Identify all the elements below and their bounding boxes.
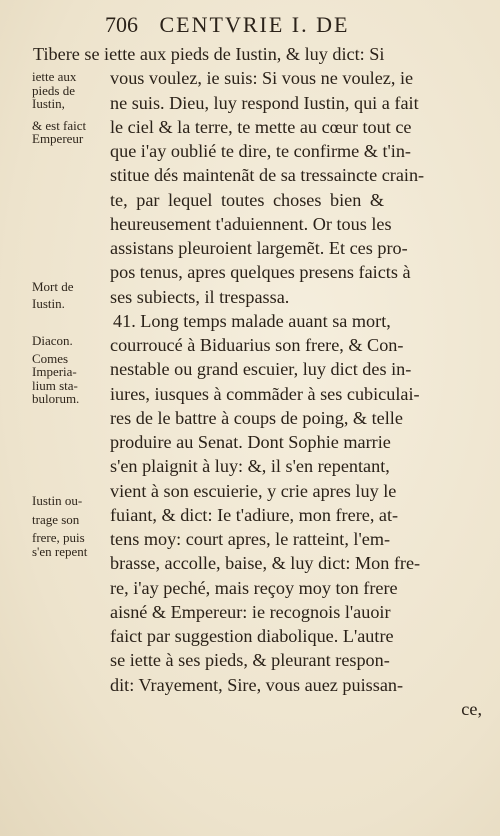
- text-line: produire au Senat. Dont Sophie marrie: [110, 432, 391, 452]
- text-line: pos tenus, apres quelques presens faicts à: [110, 262, 411, 283]
- text-line: s'en plaignit à luy: &, il s'en repentant,: [110, 456, 390, 477]
- text-line: res de le battre à coups de poing, & telle: [110, 407, 403, 428]
- page-number: 706: [105, 12, 138, 37]
- text-line: assistans pleuroient largemẽt. Et ces pro-: [110, 238, 408, 258]
- text-line: tens moy: court apres, le ratteint, l'em-: [110, 529, 391, 549]
- text-line: ses subiects, il trespassa.: [110, 286, 290, 307]
- margin-note-iustin-outrage: Iustin ou- trage son frere, puis s'en repent: [32, 493, 88, 559]
- text-line: stitue dés maintenãt de sa tressaincte crain-: [110, 165, 425, 186]
- text-line: fuiant, & dict: Ie t'adiure, mon frere, at-: [110, 504, 399, 525]
- text-line: ce,: [461, 698, 482, 719]
- text-line: faict par suggestion diabolique. L'autre: [110, 626, 394, 646]
- text-line: dit: Vrayement, Sire, vous auez puissan-: [110, 674, 404, 695]
- text-line: aisné & Empereur: ie recognois l'auoir: [110, 601, 391, 622]
- text-line: vient à son escuierie, y crie apres luy le: [110, 480, 397, 501]
- text-line: ne suis. Dieu, luy respond Iustin, qui a fait: [110, 92, 419, 113]
- text-line: le ciel & la terre, te mette au cœur tout ce: [110, 116, 412, 137]
- margin-note-tibere: iette aux pieds de Iustin, & est faict Empereur: [32, 69, 87, 146]
- text-line: Tibere se iette aux pieds de Iustin, & luy dict: Si: [33, 44, 385, 64]
- margin-note-mort: Mort de Iustin.: [32, 279, 74, 311]
- text-line: te, par lequel toutes choses bien &: [110, 189, 385, 210]
- text-line: iures, iusques à commãder à ses cubiculai-: [110, 383, 420, 404]
- text-line: 41. Long temps malade auant sa mort,: [113, 310, 391, 331]
- running-title: CENTVRIE I. DE: [159, 12, 350, 37]
- text-line: heureusement t'aduiennent. Or tous les: [110, 213, 392, 234]
- running-header: [105, 12, 485, 42]
- main-text: [33, 42, 482, 66]
- text-line: que i'ay oublié te dire, te confirme & t'in-: [110, 141, 411, 161]
- text-line: vous voulez, ie suis: Si vous ne voulez, ie: [110, 68, 414, 89]
- text-line: se iette à ses pieds, & pleurant respon-: [110, 650, 390, 671]
- text-line: courroucé à Biduarius son frere, & Con-: [110, 335, 404, 355]
- text-line: re, i'ay peché, mais reçoy moy ton frere: [110, 577, 398, 598]
- text-line: nestable ou grand escuier, luy dict des in-: [110, 359, 412, 380]
- margin-note-diacon: Diacon. Comes Imperia- lium sta- bulorum.: [32, 333, 80, 406]
- main-text-body: [110, 66, 482, 721]
- text-line: brasse, accolle, baise, & luy dict: Mon fre-: [110, 553, 421, 574]
